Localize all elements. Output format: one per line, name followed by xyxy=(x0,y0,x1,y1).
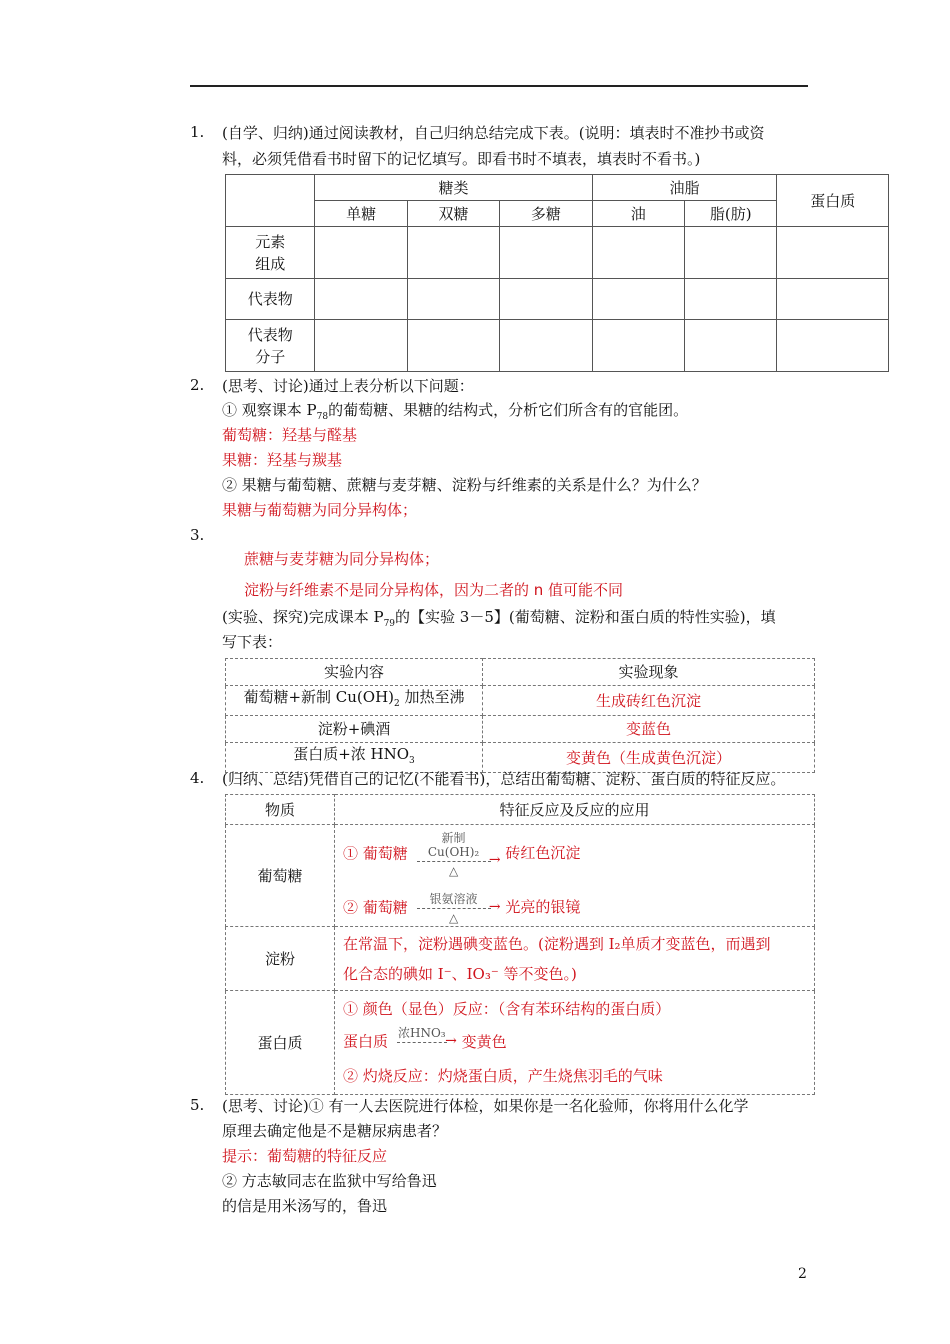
exp-header-phenomenon: 实验现象 xyxy=(483,659,815,686)
q3-answer-b: 淀粉与纤维素不是同分异构体，因为二者的 n 值可能不同 xyxy=(244,581,624,599)
q5-number: 5. xyxy=(190,1096,205,1114)
exp-row3-phenomenon: 变黄色（生成黄色沉淀） xyxy=(483,743,815,773)
reaction-arrow-silver: 银氨溶液 → △ xyxy=(417,892,491,925)
reaction-header-reaction: 特征反应及反应的应用 xyxy=(335,795,815,825)
reaction-glucose-label: 葡萄糖 xyxy=(226,825,335,927)
q5-line1: (思考、讨论)① 有一人去医院进行体检，如果你是一名化验师，你将用什么化学 xyxy=(222,1097,749,1115)
oil-header: 油 xyxy=(592,201,684,227)
row-molecule: 代表物 分子 xyxy=(226,320,315,372)
reaction-protein-cell: ① 颜色（显色）反应：（含有苯环结构的蛋白质） 蛋白质 浓HNO₃ → 变黄色 ② 灼烧反应：灼烧蛋白质，产生烧焦羽毛的气味 xyxy=(335,991,815,1095)
q2-sub1: ① 观察课本 $P_{78}$的葡萄糖、果糖的结构式，分析它们所含有的官能团。 xyxy=(222,401,689,422)
q5-line2: 原理去确定他是不是糖尿病患者？ xyxy=(222,1122,448,1140)
reaction-table xyxy=(225,794,815,1095)
q4-line1: (归纳、总结)凭借自己的记忆(不能看书)，总结出葡萄糖、淀粉、蛋白质的特征反应。 xyxy=(222,770,786,788)
q2-answer-glucose: 葡萄糖：羟基与醛基 xyxy=(222,426,358,444)
header-rule xyxy=(190,85,808,87)
q3-number: 3. xyxy=(190,526,205,544)
fat-group-header: 油脂 xyxy=(592,175,777,201)
reaction-header-substance: 物质 xyxy=(226,795,335,825)
q5-line4: 的信是用米汤写的，鲁迅 xyxy=(222,1197,388,1215)
q3-line1: (实验、探究)完成课本 $P_{79}$的【实验 3－5】(葡萄糖、淀粉和蛋白质的特性实验)，填 xyxy=(222,608,776,629)
exp-row1-phenomenon: 生成砖红色沉淀 xyxy=(483,686,815,716)
q4-number: 4. xyxy=(190,769,205,787)
fat-header: 脂(肪) xyxy=(685,201,777,227)
q1-line1: (自学、归纳)通过阅读教材，自己归纳总结完成下表。(说明：填表时不准抄书或资 xyxy=(222,124,765,142)
q1-number: 1. xyxy=(190,123,205,141)
q2-sub2: ② 果糖与葡萄糖、蔗糖与麦芽糖、淀粉与纤维素的关系是什么？为什么？ xyxy=(222,476,707,494)
exp-row2-phenomenon: 变蓝色 xyxy=(483,716,815,743)
page-number: 2 xyxy=(798,1266,807,1282)
disaccharide-header: 双糖 xyxy=(407,201,499,227)
exp-row1-content: 葡萄糖+新制 $Cu(OH)_2$ 加热至沸 xyxy=(226,686,483,716)
reaction-glucose-cell: ① 葡萄糖 新制Cu(OH)₂ → △ 砖红色沉淀 ② 葡萄糖 银氨溶液 → △ 光亮的银镜 xyxy=(335,825,815,927)
exp-header-content: 实验内容 xyxy=(226,659,483,686)
reaction-protein-label: 蛋白质 xyxy=(226,991,335,1095)
q1-line2: 料，必须凭借看书时留下的记忆填写。即看书时不填表，填表时不看书。) xyxy=(222,150,701,168)
q3-line2: 写下表： xyxy=(222,633,283,651)
q2-number: 2. xyxy=(190,376,205,394)
protein-header: 蛋白质 xyxy=(777,175,889,227)
reaction-starch-cell: 在常温下，淀粉遇碘变蓝色。(淀粉遇到 I₂单质才变蓝色，而遇到 化合态的碘如 I⁻、IO₃⁻ 等不变色。) xyxy=(335,927,815,991)
row-representative: 代表物 xyxy=(226,279,315,320)
row-element: 元素 组成 xyxy=(226,227,315,279)
monosaccharide-header: 单糖 xyxy=(315,201,407,227)
reaction-arrow-hno3: 浓HNO₃ → xyxy=(397,1026,447,1059)
q2-line1: (思考、讨论)通过上表分析以下问题： xyxy=(222,377,474,395)
exp-row3-content: 蛋白质+浓 $HNO_3$ xyxy=(226,743,483,773)
reaction-arrow-cuoh2: 新制Cu(OH)₂ → △ xyxy=(417,831,491,878)
q3-answer-a: 蔗糖与麦芽糖为同分异构体； xyxy=(244,550,440,568)
reaction-starch-label: 淀粉 xyxy=(226,927,335,991)
q5-line3: ② 方志敏同志在监狱中写给鲁迅 xyxy=(222,1172,437,1190)
experiment-table xyxy=(225,658,815,773)
corner-cell xyxy=(226,175,315,227)
q2-answer-fructose: 果糖：羟基与羰基 xyxy=(222,451,343,469)
polysaccharide-header: 多糖 xyxy=(500,201,592,227)
q2-answer-isomer: 果糖与葡萄糖为同分异构体； xyxy=(222,501,418,519)
nutrient-table xyxy=(225,174,889,372)
sugar-group-header: 糖类 xyxy=(315,175,592,201)
exp-row2-content: 淀粉+碘酒 xyxy=(226,716,483,743)
q5-hint: 提示：葡萄糖的特征反应 xyxy=(222,1147,388,1165)
